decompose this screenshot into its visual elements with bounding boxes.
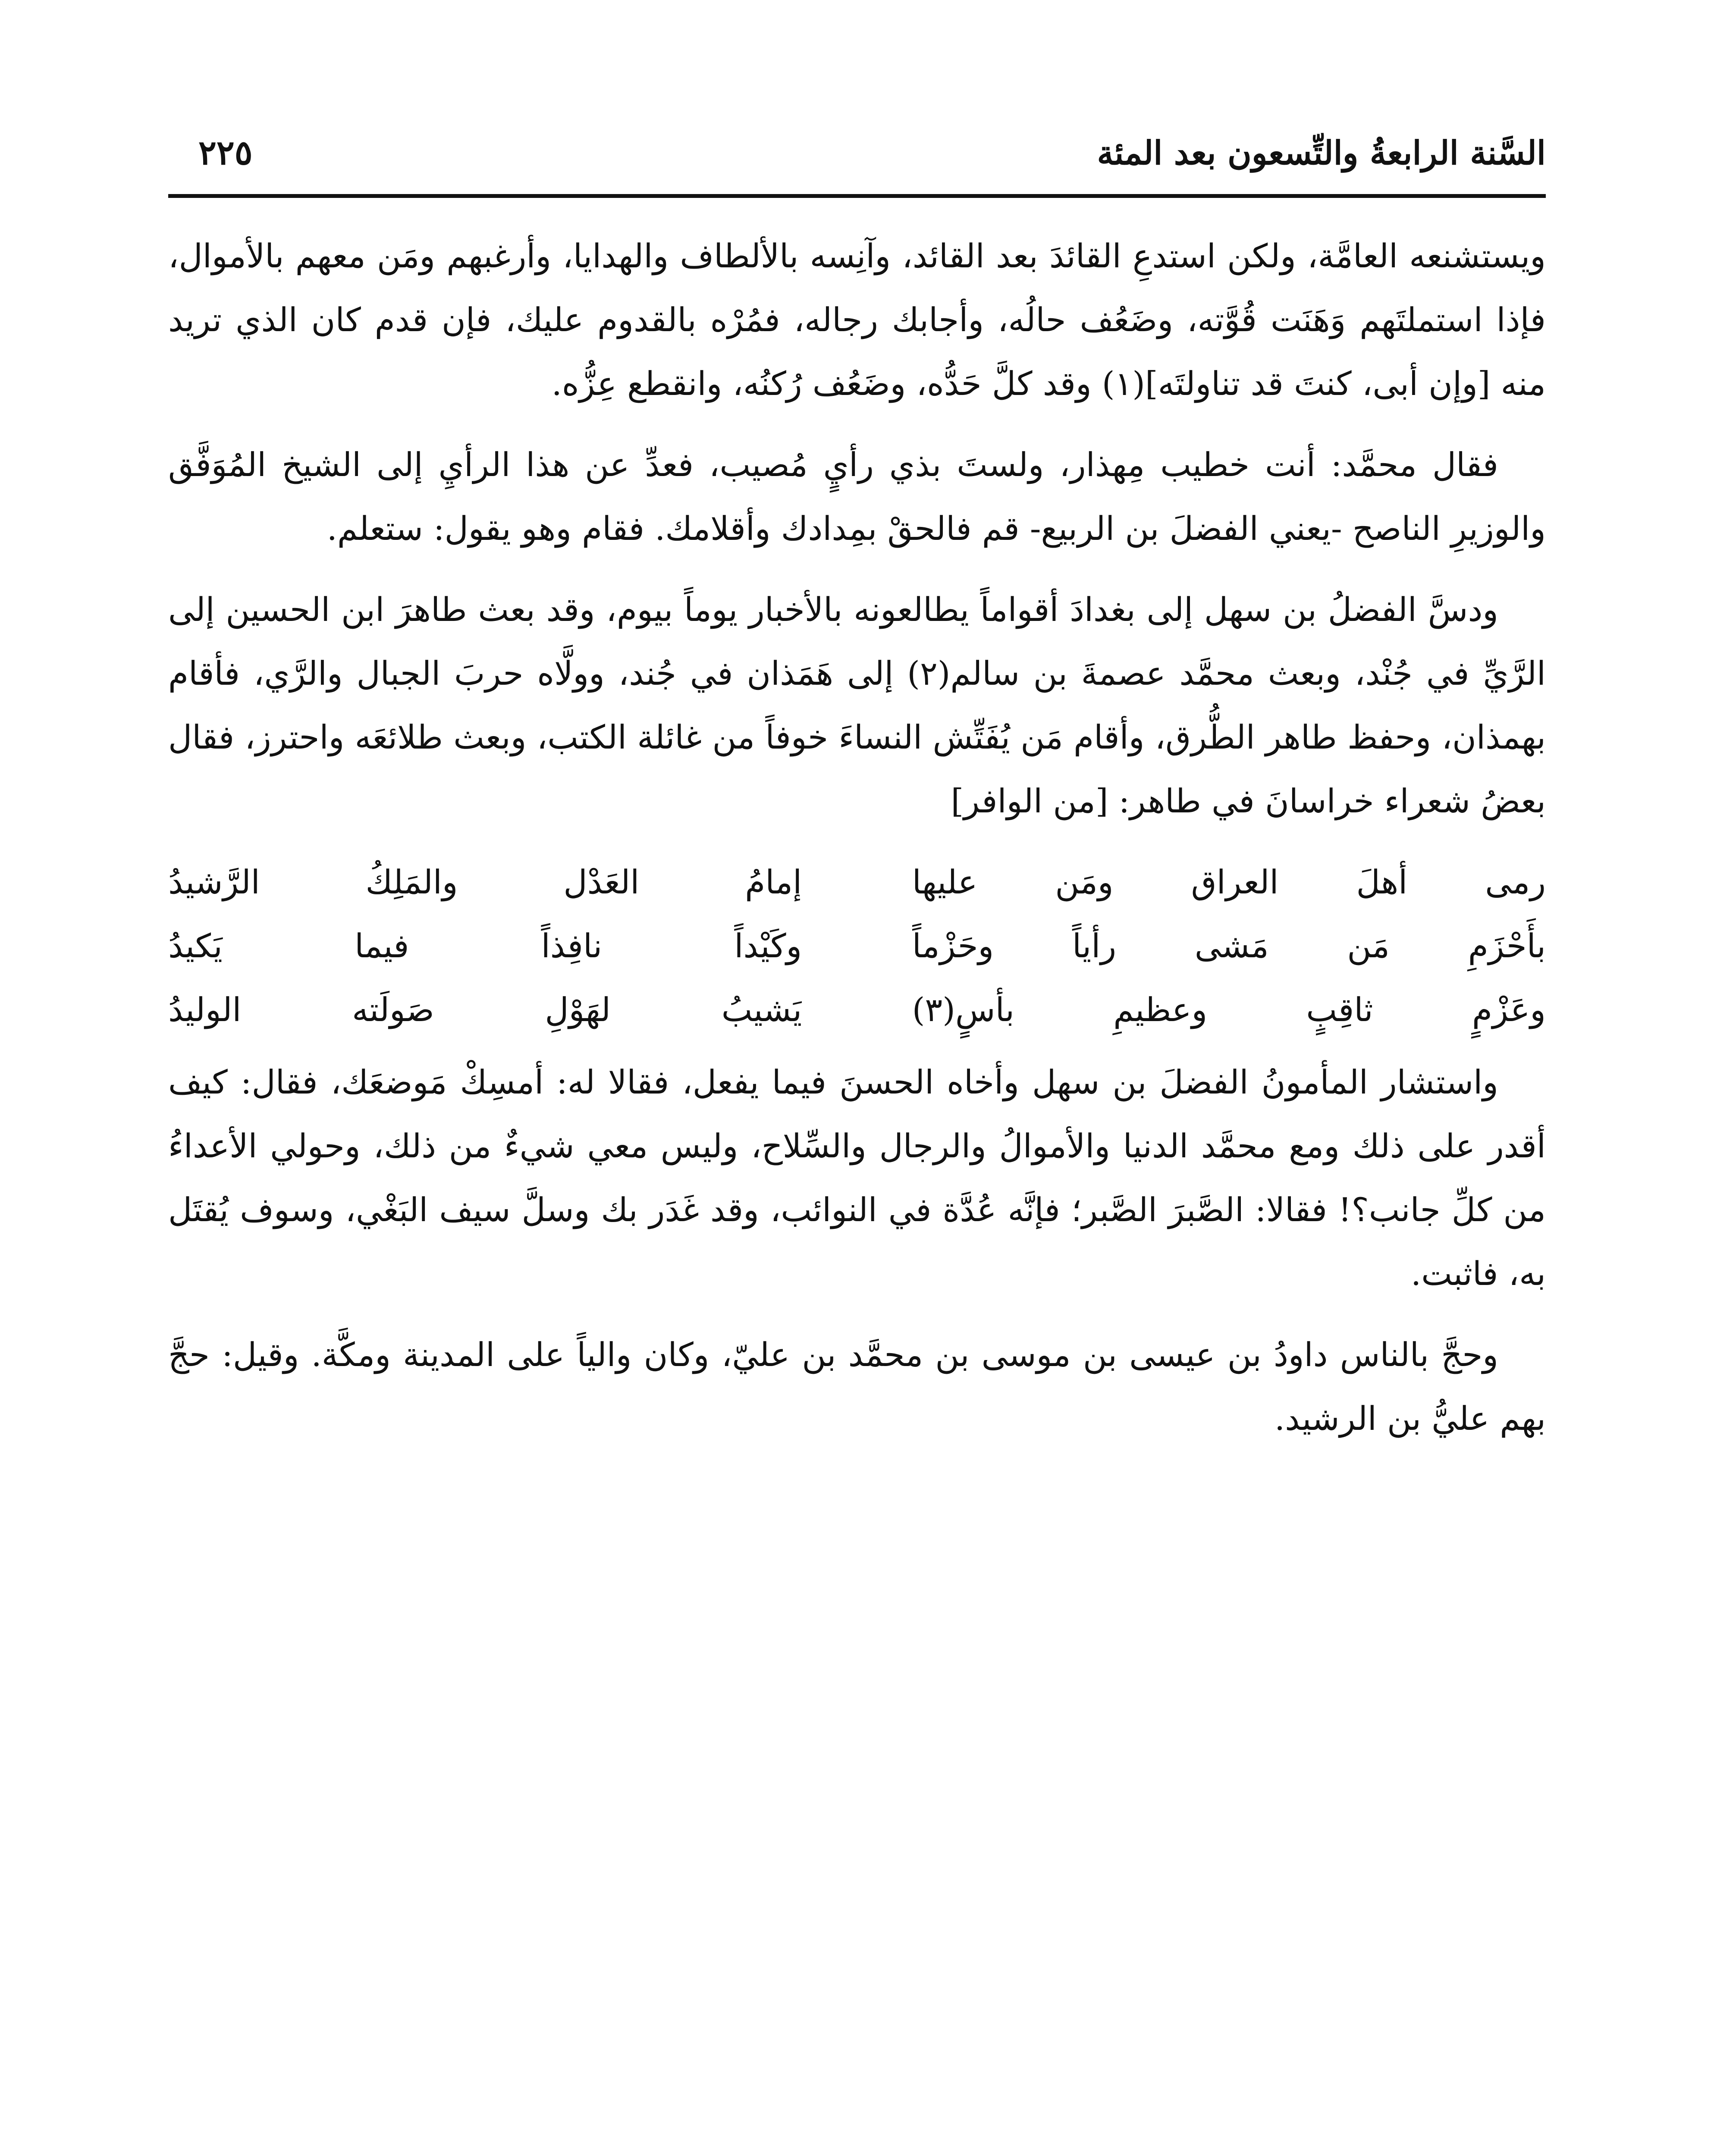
paragraph-5: وحجَّ بالناس داودُ بن عيسى بن موسى بن محمَّد بن عليّ، وكان والياً على المدينة ومكَّة. وقيل: حجَّ بهم عليُّ بن الرشيد. — [168, 1335, 1546, 1438]
poem-hemistich-second: وكَيْداً نافِذاً فيما يَكيدُ — [168, 927, 802, 965]
paragraph-2: فقال محمَّد: أنت خطيب مِهذار، ولستَ بذي رأيٍ مُصيب، فعدِّ عن هذا الرأيِ إلى الشيخ المُوَفَّق والوزيرِ الناصح -يعني الفضلَ بن الربيع- قم فالحقْ بمِدادك وأقلامك. فقام وهو يقول: ستعلم. — [168, 445, 1546, 548]
poem-hemistich-first: بأَحْزَمِ مَن مَشى رأياً وحَزْماً — [912, 927, 1546, 965]
page-number: ٢٢٥ — [198, 133, 253, 172]
main-text — [168, 224, 1546, 2156]
paragraph-1: ويستشنعه العامَّة، ولكن استدعِ القائدَ بعد القائد، وآنِسه بالألطاف والهدايا، وأرغبهم ومَن معهم بالأموال، فإذا استملتَهم وَهَنَت قُوَّته، وضَعُف حالُه، وأجابك رجاله، فمُرْه بالقدوم عليك، فإن قدم كان الذي تريد منه [وإن أبى، كنتَ قد تناولتَه](١) وقد كلَّ حَدُّه، وضَعُف رُكنُه، وانقطع عِزُّه. — [168, 237, 1546, 403]
poem-verse-2 — [168, 914, 1546, 978]
poem-verse-1 — [168, 850, 1546, 914]
poem-hemistich-first: رمى أهلَ العراق ومَن عليها — [912, 863, 1546, 901]
poem-verse-3 — [168, 978, 1546, 1042]
paragraph-4: واستشار المأمونُ الفضلَ بن سهل وأخاه الحسنَ فيما يفعل، فقالا له: أمسِكْ مَوضعَك، فقال: كيف أقدر على ذلك ومع محمَّد الدنيا والأموالُ والرجال والسِّلاح، وليس معي شيءٌ من ذلك، وحولي الأعداءُ من كلِّ جانب؟! فقالا: الصَّبرَ الصَّبر؛ فإنَّه عُدَّة في النوائب، وقد غَدَر بك وسلَّ سيف البَغْي، وسوف يُقتَل به، فاثبت. — [168, 1063, 1546, 1293]
page-header — [168, 129, 1546, 198]
poem — [168, 850, 1546, 1042]
poem-hemistich-first: وعَزْمٍ ثاقِبٍ وعظيمِ بأسٍ(٣) — [912, 990, 1546, 1029]
running-title: السَّنة الرابعةُ والتِّسعون بعد المئة — [1097, 134, 1546, 172]
poem-hemistich-second: يَشيبُ لهَوْلِ صَولَته الوليدُ — [168, 990, 802, 1029]
paragraph-3: ودسَّ الفضلُ بن سهل إلى بغدادَ أقواماً يطالعونه بالأخبار يوماً بيوم، وقد بعث طاهرَ ابن الحسين إلى الرَّيِّ في جُنْد، وبعث محمَّد عصمةَ بن سالم(٢) إلى هَمَذان في جُند، وولَّاه حربَ الجبال والرَّي، فأقام بهمذان، وحفظ طاهر الطُّرق، وأقام مَن يُفَتِّش النساءَ خوفاً من غائلة الكتب، وبعث طلائعَه واحترز، فقال بعضُ شعراء خراسانَ في طاهر: [من الوافر] — [168, 590, 1546, 820]
header-rule — [168, 194, 1546, 198]
poem-hemistich-second: إمامُ العَدْل والمَلِكُ الرَّشيدُ — [168, 863, 802, 901]
